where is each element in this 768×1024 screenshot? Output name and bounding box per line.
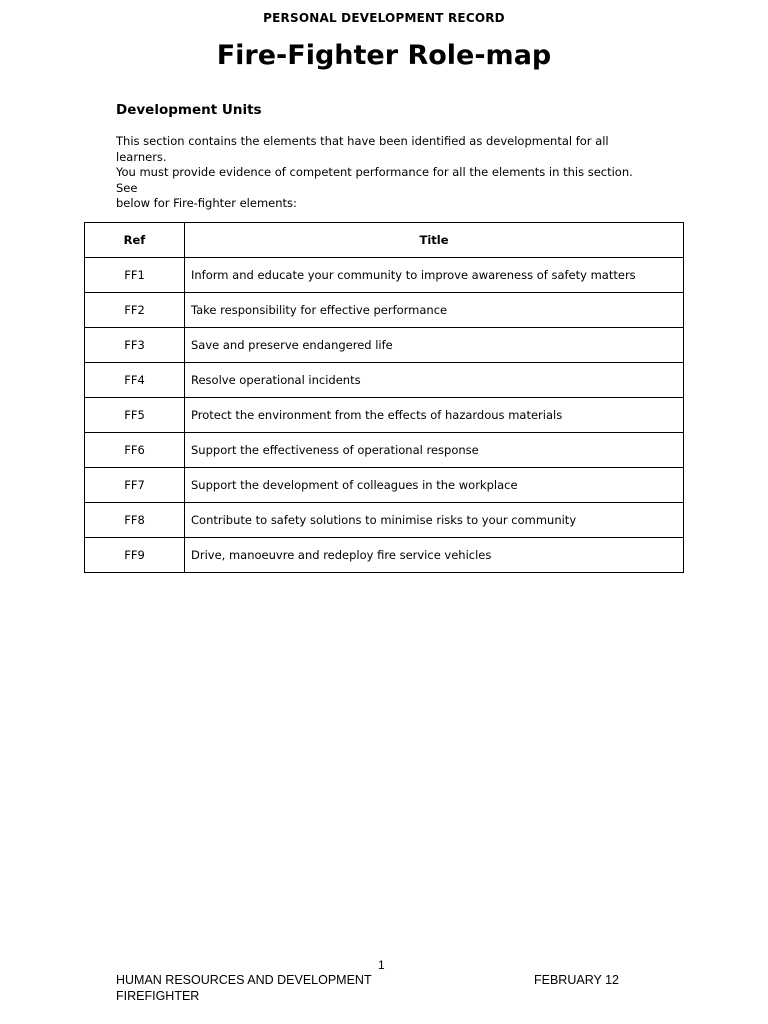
- title-cell: Inform and educate your community to improve awareness of safety matters: [185, 258, 684, 293]
- footer-department: HUMAN RESOURCES AND DEVELOPMENT: [116, 973, 372, 987]
- ref-cell: FF5: [85, 398, 185, 433]
- column-header-title: Title: [185, 223, 684, 258]
- ref-cell: FF9: [85, 538, 185, 573]
- table-row: [85, 468, 684, 503]
- footer-date: FEBRUARY 12: [534, 973, 619, 987]
- intro-line: You must provide evidence of competent performance for all the elements in this section. See: [116, 165, 633, 195]
- section-heading: Development Units: [116, 102, 262, 118]
- ref-cell: FF7: [85, 468, 185, 503]
- title-cell: Take responsibility for effective performance: [185, 293, 684, 328]
- column-header-ref: Ref: [85, 223, 185, 258]
- ref-cell: FF1: [85, 258, 185, 293]
- intro-line: below for Fire-fighter elements:: [116, 196, 297, 210]
- table-row: [85, 503, 684, 538]
- table-header-row: [85, 223, 684, 258]
- table-row: [85, 398, 684, 433]
- ref-cell: FF6: [85, 433, 185, 468]
- footer-role: FIREFIGHTER: [116, 988, 200, 1003]
- ref-cell: FF4: [85, 363, 185, 398]
- footer-left: [116, 973, 372, 1004]
- table-row: [85, 363, 684, 398]
- intro-line: This section contains the elements that have been identified as developmental for all learners.: [116, 134, 609, 164]
- title-cell: Support the development of colleagues in the workplace: [185, 468, 684, 503]
- title-cell: Contribute to safety solutions to minimise risks to your community: [185, 503, 684, 538]
- document-header-label: PERSONAL DEVELOPMENT RECORD: [263, 11, 505, 25]
- table-row: [85, 433, 684, 468]
- ref-cell: FF3: [85, 328, 185, 363]
- page-title: Fire-Fighter Role-map: [216, 40, 552, 71]
- title-cell: Protect the environment from the effects of hazardous materials: [185, 398, 684, 433]
- title-cell: Drive, manoeuvre and redeploy fire service vehicles: [185, 538, 684, 573]
- title-cell: Support the effectiveness of operational response: [185, 433, 684, 468]
- ref-cell: FF8: [85, 503, 185, 538]
- table-row: [85, 258, 684, 293]
- table-row: [85, 328, 684, 363]
- intro-paragraph: [116, 134, 656, 212]
- development-units-table: [84, 222, 684, 573]
- page-number: 1: [378, 958, 385, 972]
- ref-cell: FF2: [85, 293, 185, 328]
- title-cell: Save and preserve endangered life: [185, 328, 684, 363]
- table-row: [85, 293, 684, 328]
- table-row: [85, 538, 684, 573]
- title-cell: Resolve operational incidents: [185, 363, 684, 398]
